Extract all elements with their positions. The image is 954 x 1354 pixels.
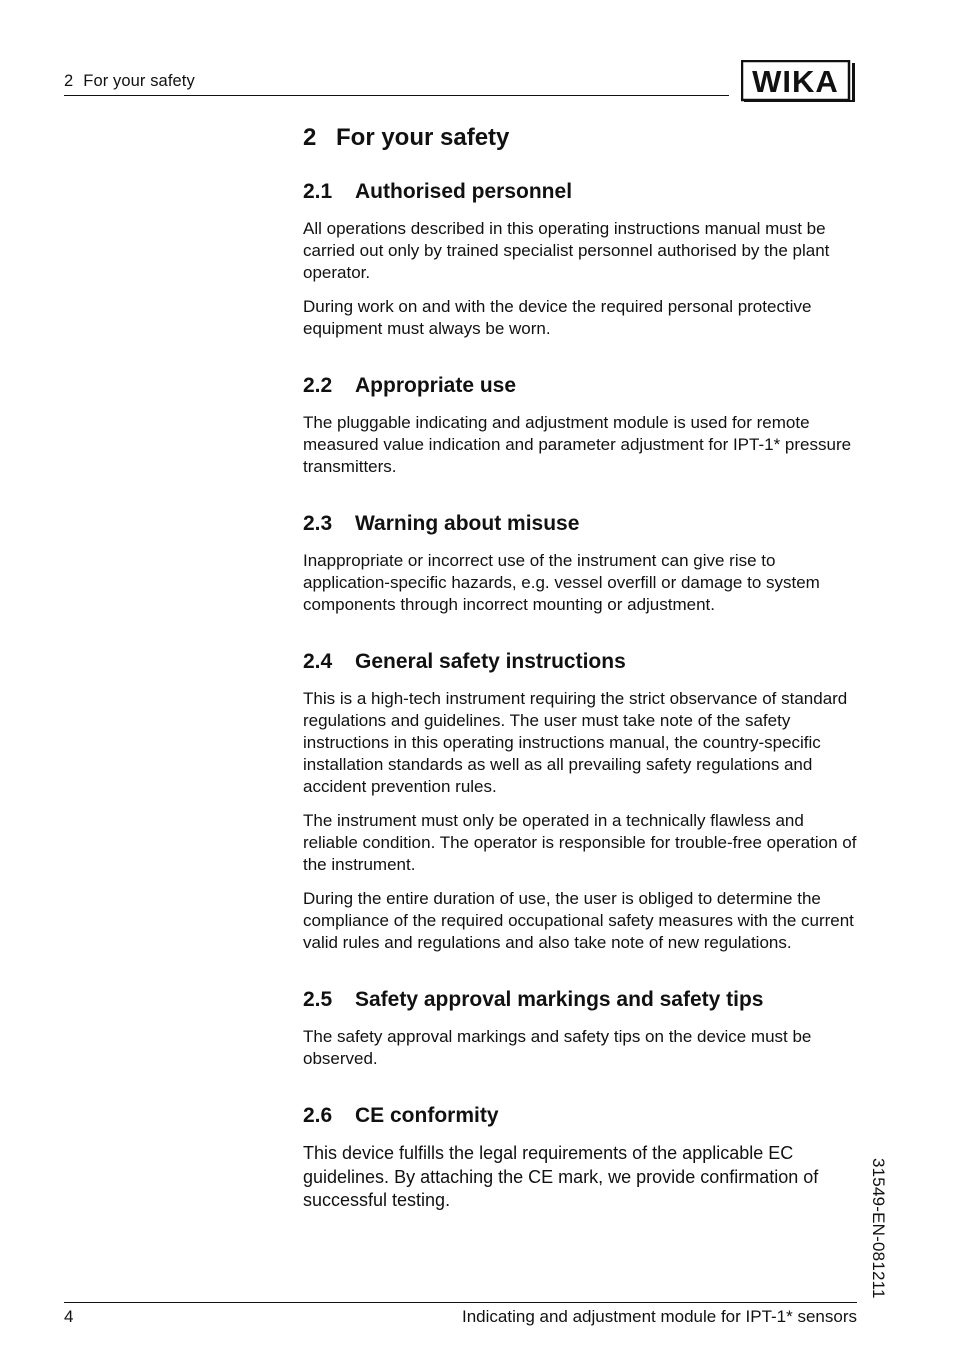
section-number: 2.2: [303, 374, 333, 397]
section-title: Safety approval markings and safety tips: [355, 988, 764, 1011]
section-number: 2.1: [303, 180, 333, 203]
section-paragraph: This is a high-tech instrument requiring the strict observance of standard regulations and guidelines. The user must take note of the safety instructions in this operating instructions manual, the country-specific installation standards as well as all prevailing safety regulations and accident prevention rules.: [303, 689, 848, 796]
footer-title: Indicating and adjustment module for IPT-1* sensors: [462, 1307, 857, 1326]
section: [303, 986, 863, 1070]
section-paragraph: Inappropriate or incorrect use of the instrument can give rise to application-specific hazards, e.g. vessel overfill or damage to system components through incorrect mounting or adjustment.: [303, 551, 820, 614]
page-number: 4: [64, 1307, 74, 1326]
section-paragraph: The pluggable indicating and adjustment module is used for remote measured value indication and parameter adjustment for IPT-1* pressure transmitters.: [303, 413, 852, 476]
section: [303, 178, 863, 340]
section-heading: [303, 648, 863, 676]
section-number: 2.4: [303, 650, 333, 673]
wika-logo-graphic: [741, 60, 856, 102]
header-divider: [64, 95, 729, 96]
section-paragraph: All operations described in this operating instructions manual must be carried out only by trained specialist personnel authorised by the plant operator.: [303, 219, 830, 282]
header-chapter-number: 2: [64, 72, 74, 90]
wika-logo: [741, 60, 856, 102]
section-paragraph: During work on and with the device the required personal protective equipment must always be worn.: [303, 297, 812, 338]
section-heading: [303, 372, 863, 400]
section-title: General safety instructions: [355, 650, 626, 673]
section-paragraph: This device fulfills the legal requirements of the applicable EC guidelines. By attaching the CE mark, we provide confirmation of successful testing.: [303, 1143, 819, 1210]
section-heading: [303, 986, 863, 1014]
section-paragraph: During the entire duration of use, the user is obliged to determine the compliance of the required occupational safety measures with the current valid rules and regulations and also take note of new regulations.: [303, 889, 854, 952]
chapter-heading: [303, 122, 863, 154]
section-number: 2.3: [303, 512, 333, 535]
section-number: 2.5: [303, 988, 333, 1011]
section-paragraph: The safety approval markings and safety tips on the device must be observed.: [303, 1027, 812, 1068]
header-chapter-title: For your safety: [83, 72, 195, 90]
page-content: [303, 122, 863, 1245]
section-paragraph: The instrument must only be operated in a technically flawless and reliable condition. The operator is responsible for trouble-free operation of the instrument.: [303, 811, 857, 874]
section-title: CE conformity: [355, 1104, 499, 1127]
section: [303, 1102, 863, 1213]
section: [303, 648, 863, 954]
document-code: 31549-EN-081211: [869, 1158, 888, 1299]
section: [303, 510, 863, 616]
section-title: Authorised personnel: [355, 180, 573, 203]
chapter-title: For your safety: [336, 124, 510, 151]
footer-divider: [64, 1302, 857, 1303]
running-header: [64, 72, 195, 91]
logo-text: WIKA: [752, 64, 839, 99]
section-number: 2.6: [303, 1104, 333, 1127]
section-heading: [303, 510, 863, 538]
chapter-number: 2: [303, 124, 317, 151]
section-title: Appropriate use: [355, 374, 517, 397]
section-heading: [303, 178, 863, 206]
sections-container: [303, 178, 863, 1213]
section-title: Warning about misuse: [355, 512, 580, 535]
section: [303, 372, 863, 478]
section-heading: [303, 1102, 863, 1130]
